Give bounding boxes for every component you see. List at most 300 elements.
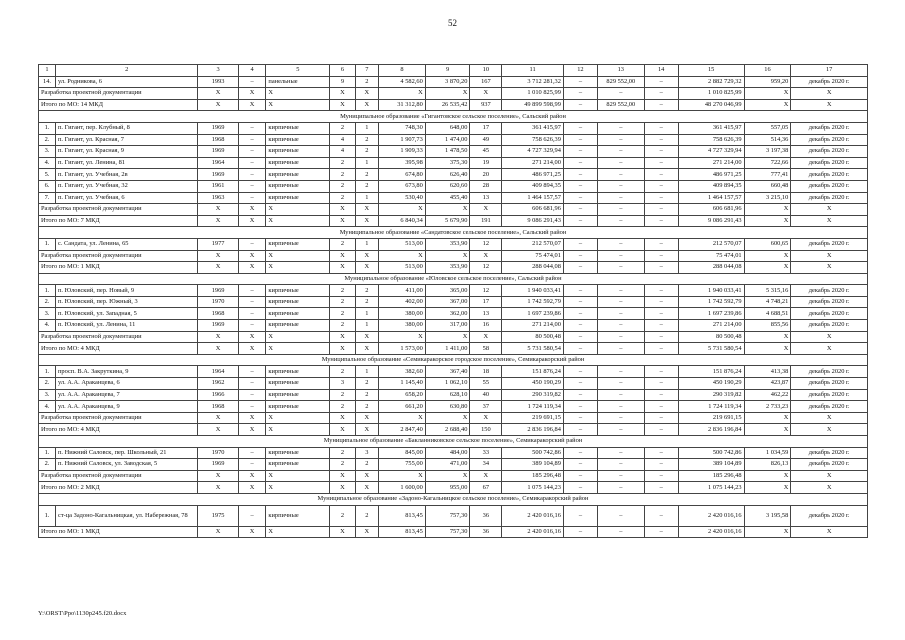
table-cell: п. Юловский, ул. Ленина, 11 [56, 320, 198, 332]
table-cell: 2 [330, 389, 356, 401]
table-cell: – [597, 180, 644, 192]
table-cell: 1 600,00 [379, 482, 426, 494]
table-cell: 1 [355, 238, 378, 250]
table-cell: п. Гигант, ул. Ленина, 81 [56, 157, 198, 169]
table-cell: 423,87 [744, 378, 791, 390]
building-row [39, 122, 868, 134]
table-cell: 1969 [198, 320, 238, 332]
table-cell: 2 420 016,16 [678, 526, 744, 538]
table-cell: 855,56 [744, 320, 791, 332]
table-cell: 1 411,00 [425, 343, 470, 355]
table-cell: – [563, 470, 597, 482]
table-cell: 31 312,80 [379, 99, 426, 111]
table-cell: X [791, 204, 868, 216]
table-cell: 4. [39, 320, 56, 332]
table-cell: X [425, 250, 470, 262]
table-cell: X [198, 204, 238, 216]
table-cell: X [330, 262, 356, 274]
table-cell: 80 500,48 [678, 331, 744, 343]
table-cell: декабрь 2020 г. [791, 238, 868, 250]
table-cell: X [791, 88, 868, 100]
building-row [39, 401, 868, 413]
building-row [39, 146, 868, 158]
table-cell: 1 075 144,23 [678, 482, 744, 494]
table-cell: – [238, 134, 266, 146]
table-cell: – [644, 459, 678, 471]
municipality-title: Муниципальное образование «Сандатовское сельское поселение», Сальский район [39, 227, 868, 239]
table-cell: 150 [470, 424, 502, 436]
file-path-footer: Y:\ORST\Ppo\1130p245.f20.docx [38, 610, 127, 617]
table-cell: – [597, 134, 644, 146]
total-label: Итого по МО: 2 МКД [39, 482, 198, 494]
table-cell: – [597, 238, 644, 250]
municipality-section-row [39, 273, 868, 285]
table-cell: – [597, 296, 644, 308]
column-number: 9 [425, 65, 470, 77]
table-cell: X [266, 412, 330, 424]
table-cell: 17 [470, 296, 502, 308]
table-cell: 1968 [198, 308, 238, 320]
table-cell: X [791, 482, 868, 494]
table-cell: 19 [470, 157, 502, 169]
table-cell: X [198, 262, 238, 274]
table-cell: 2 836 196,84 [502, 424, 564, 436]
table-cell: X [379, 204, 426, 216]
table-cell: 626,40 [425, 169, 470, 181]
column-number: 1 [39, 65, 56, 77]
table-cell: 462,22 [744, 389, 791, 401]
table-cell: – [563, 215, 597, 227]
table-cell: декабрь 2020 г. [791, 378, 868, 390]
table-cell: – [238, 389, 266, 401]
table-cell: – [563, 146, 597, 158]
table-cell: – [644, 343, 678, 355]
table-cell: – [644, 389, 678, 401]
table-cell: – [563, 204, 597, 216]
table-cell: 49 899 598,99 [502, 99, 564, 111]
table-cell: 1 [355, 122, 378, 134]
table-cell: 28 [470, 180, 502, 192]
municipality-title: Муниципальное образование «Задоно-Кагальницкое сельское поселение», Семикаракорский район [39, 493, 868, 505]
municipality-section-row [39, 493, 868, 505]
table-cell: X [198, 526, 238, 538]
design-docs-row [39, 250, 868, 262]
table-cell: 500 742,86 [678, 447, 744, 459]
table-cell: X [238, 412, 266, 424]
table-cell: X [238, 331, 266, 343]
table-cell: 1. [39, 122, 56, 134]
table-cell: – [563, 296, 597, 308]
table-cell: 185 296,48 [502, 470, 564, 482]
table-cell: X [425, 470, 470, 482]
column-number: 15 [678, 65, 744, 77]
table-cell: 382,60 [379, 366, 426, 378]
table-cell: – [644, 505, 678, 526]
table-cell: X [791, 343, 868, 355]
table-cell: – [563, 122, 597, 134]
table-cell: 513,00 [379, 262, 426, 274]
design-docs-row [39, 88, 868, 100]
table-cell: 1969 [198, 459, 238, 471]
table-cell: 648,00 [425, 122, 470, 134]
table-cell: 6. [39, 180, 56, 192]
building-row [39, 296, 868, 308]
table-cell: 450 190,29 [502, 378, 564, 390]
table-cell: 829 552,00 [597, 76, 644, 88]
municipality-total-row [39, 215, 868, 227]
table-cell: X [470, 331, 502, 343]
table-cell: 2 [355, 459, 378, 471]
table-cell: 2 [330, 296, 356, 308]
table-cell: 37 [470, 401, 502, 413]
table-cell: X [355, 343, 378, 355]
building-row [39, 192, 868, 204]
table-cell: X [330, 99, 356, 111]
table-cell: 1 478,50 [425, 146, 470, 158]
table-cell: 2 [330, 447, 356, 459]
table-cell: декабрь 2020 г. [791, 505, 868, 526]
table-cell: 48 270 046,99 [678, 99, 744, 111]
table-cell: 16 [470, 320, 502, 332]
table-cell: X [744, 482, 791, 494]
table-cell: X [198, 99, 238, 111]
table-cell: X [238, 204, 266, 216]
table-cell: – [597, 88, 644, 100]
table-cell: 1 697 239,86 [678, 308, 744, 320]
table-cell: 486 971,25 [678, 169, 744, 181]
column-number: 7 [355, 65, 378, 77]
table-cell: 2 733,23 [744, 401, 791, 413]
table-cell: – [644, 134, 678, 146]
table-cell: X [425, 204, 470, 216]
table-cell: – [563, 88, 597, 100]
table-cell: 167 [470, 76, 502, 88]
table-cell: 2 [330, 505, 356, 526]
table-cell: – [597, 192, 644, 204]
table-cell: 471,00 [425, 459, 470, 471]
table-cell: X [266, 526, 330, 538]
table-cell: – [238, 447, 266, 459]
design-docs-label: Разработка проектной документации [39, 204, 198, 216]
table-cell: с. Сандата, ул. Ленина, 65 [56, 238, 198, 250]
table-cell: декабрь 2020 г. [791, 122, 868, 134]
table-cell: 185 296,48 [678, 470, 744, 482]
table-cell: 75 474,01 [678, 250, 744, 262]
table-cell: 12 [470, 238, 502, 250]
table-cell: 2 [355, 296, 378, 308]
table-cell: X [198, 482, 238, 494]
table-cell: – [563, 447, 597, 459]
table-cell: X [744, 526, 791, 538]
table-cell: 606 681,96 [502, 204, 564, 216]
table-cell: – [597, 308, 644, 320]
total-label: Итого по МО: 1 МКД [39, 526, 198, 538]
table-cell: 4 727 329,94 [502, 146, 564, 158]
table-cell: – [597, 122, 644, 134]
table-cell: 514,36 [744, 134, 791, 146]
table-cell: X [330, 526, 356, 538]
table-cell: 2 420 016,16 [678, 505, 744, 526]
table-cell: X [744, 343, 791, 355]
table-cell: X [744, 331, 791, 343]
table-cell: кирпичные [266, 366, 330, 378]
table-cell: 389 104,89 [678, 459, 744, 471]
design-docs-row [39, 204, 868, 216]
table-cell: 413,38 [744, 366, 791, 378]
table-cell: X [238, 88, 266, 100]
column-number: 3 [198, 65, 238, 77]
table-cell: 2. [39, 134, 56, 146]
building-row [39, 180, 868, 192]
table-cell: – [644, 447, 678, 459]
table-cell: 1. [39, 366, 56, 378]
table-cell: – [238, 401, 266, 413]
table-cell: 757,30 [425, 526, 470, 538]
table-cell: 1 010 825,99 [502, 88, 564, 100]
design-docs-row [39, 331, 868, 343]
table-cell: X [355, 424, 378, 436]
table-cell: 4 [330, 146, 356, 158]
table-cell: – [644, 526, 678, 538]
table-cell: декабрь 2020 г. [791, 134, 868, 146]
table-cell: X [379, 250, 426, 262]
table-cell: – [238, 296, 266, 308]
table-cell: 12 [470, 285, 502, 297]
table-cell: 455,40 [425, 192, 470, 204]
table-cell: 1970 [198, 296, 238, 308]
header-row [39, 65, 868, 77]
table-cell: – [644, 285, 678, 297]
table-cell: X [330, 88, 356, 100]
table-cell: X [744, 99, 791, 111]
table-cell: 2 [330, 320, 356, 332]
table-cell: декабрь 2020 г. [791, 157, 868, 169]
table-cell: – [597, 331, 644, 343]
table-cell: 409 894,35 [678, 180, 744, 192]
table-cell: 7. [39, 192, 56, 204]
table-cell: просп. В.А. Закруткина, 9 [56, 366, 198, 378]
page-number: 52 [448, 18, 457, 28]
total-label: Итого по МО: 4 МКД [39, 424, 198, 436]
table-cell: – [563, 343, 597, 355]
table-cell: ст-ца Задоно-Кагальницкая, ул. Набережная, 78 [56, 505, 198, 526]
table-cell: 1. [39, 285, 56, 297]
table-cell: панельные [266, 76, 330, 88]
table-cell: декабрь 2020 г. [791, 320, 868, 332]
table-cell: кирпичные [266, 157, 330, 169]
table-cell: 826,13 [744, 459, 791, 471]
table-cell: X [744, 204, 791, 216]
table-cell: – [563, 331, 597, 343]
table-cell: 1 075 144,23 [502, 482, 564, 494]
table-cell: 661,20 [379, 401, 426, 413]
table-cell: X [198, 424, 238, 436]
table-cell: – [597, 526, 644, 538]
table-cell: кирпичные [266, 238, 330, 250]
table-cell: 45 [470, 146, 502, 158]
table-cell: – [238, 76, 266, 88]
table-cell: 17 [470, 122, 502, 134]
table-cell: X [330, 343, 356, 355]
table-cell: 20 [470, 169, 502, 181]
municipality-section-row [39, 436, 868, 448]
table-cell: X [238, 250, 266, 262]
table-cell: кирпичные [266, 447, 330, 459]
table-cell: 2 847,40 [379, 424, 426, 436]
table-cell: кирпичные [266, 389, 330, 401]
table-cell: 1961 [198, 180, 238, 192]
table-cell: X [425, 88, 470, 100]
table-cell: 219 691,15 [502, 412, 564, 424]
table-cell: 486 971,25 [502, 169, 564, 181]
table-cell: – [597, 343, 644, 355]
table-cell: 9 [330, 76, 356, 88]
table-cell: декабрь 2020 г. [791, 285, 868, 297]
table-cell: п. Гигант, пер. Клубный, 8 [56, 122, 198, 134]
table-cell: 845,00 [379, 447, 426, 459]
table-cell: 2. [39, 296, 56, 308]
table-cell: п. Юловский, пер. Новый, 9 [56, 285, 198, 297]
table-cell: кирпичные [266, 134, 330, 146]
column-number: 2 [56, 65, 198, 77]
table-cell: 1 464 157,57 [678, 192, 744, 204]
table-cell: 409 894,35 [502, 180, 564, 192]
table-cell: X [791, 412, 868, 424]
column-number: 5 [266, 65, 330, 77]
table-cell: 67 [470, 482, 502, 494]
table-cell: кирпичные [266, 192, 330, 204]
table-cell: 2 688,40 [425, 424, 470, 436]
table-cell: кирпичные [266, 459, 330, 471]
table-cell: ул. А.А. Араканцева, 6 [56, 378, 198, 390]
table-cell: – [644, 320, 678, 332]
table-cell: 1969 [198, 122, 238, 134]
table-cell: 411,00 [379, 285, 426, 297]
table-cell: 2. [39, 459, 56, 471]
table-cell: 151 876,24 [678, 366, 744, 378]
table-cell: 58 [470, 343, 502, 355]
table-cell: 1966 [198, 389, 238, 401]
table-cell: 2 [355, 169, 378, 181]
total-label: Итого по МО: 4 МКД [39, 343, 198, 355]
table-cell: 26 535,42 [425, 99, 470, 111]
table-cell: X [198, 88, 238, 100]
building-row [39, 157, 868, 169]
table-cell: – [563, 169, 597, 181]
table-cell: X [744, 262, 791, 274]
building-row [39, 238, 868, 250]
table-cell: – [644, 424, 678, 436]
table-cell: 2 [355, 180, 378, 192]
design-docs-row [39, 470, 868, 482]
table-cell: 40 [470, 389, 502, 401]
table-cell: 2 [355, 134, 378, 146]
table-cell: 2 [330, 157, 356, 169]
table-cell: 271 214,00 [678, 320, 744, 332]
total-label: Итого по МО: 1 МКД [39, 262, 198, 274]
table-cell: 2 [330, 122, 356, 134]
table-cell: X [791, 99, 868, 111]
table-cell: 3. [39, 146, 56, 158]
table-cell: 3 215,10 [744, 192, 791, 204]
table-cell: 937 [470, 99, 502, 111]
table-cell: 755,00 [379, 459, 426, 471]
building-row [39, 76, 868, 88]
building-row [39, 366, 868, 378]
table-cell: 75 474,01 [502, 250, 564, 262]
table-cell: 151 876,24 [502, 366, 564, 378]
table-cell: 2 [355, 146, 378, 158]
housing-repair-table [38, 64, 868, 538]
table-cell: декабрь 2020 г. [791, 192, 868, 204]
table-cell: 557,05 [744, 122, 791, 134]
table-cell: – [563, 482, 597, 494]
table-cell: – [644, 378, 678, 390]
municipality-section-row [39, 111, 868, 123]
table-cell: X [791, 470, 868, 482]
building-row [39, 308, 868, 320]
table-cell: X [266, 470, 330, 482]
table-cell: – [563, 424, 597, 436]
municipality-title: Муниципальное образование «Гигантовское сельское поселение», Сальский район [39, 111, 868, 123]
municipality-total-row [39, 526, 868, 538]
table-cell: 3 870,20 [425, 76, 470, 88]
table-cell: 3 [330, 378, 356, 390]
table-cell: – [644, 412, 678, 424]
building-row [39, 389, 868, 401]
table-cell: – [597, 215, 644, 227]
table-cell: 219 691,15 [678, 412, 744, 424]
building-row [39, 134, 868, 146]
table-cell: декабрь 2020 г. [791, 459, 868, 471]
table-cell: 1969 [198, 285, 238, 297]
table-cell: 5 679,90 [425, 215, 470, 227]
table-cell: 353,90 [425, 262, 470, 274]
table-cell: – [238, 285, 266, 297]
table-cell: – [644, 157, 678, 169]
municipality-title: Муниципальное образование «Бакланниковское сельское поселение», Семикаракорский район [39, 436, 868, 448]
table-cell: 2 [330, 459, 356, 471]
table-cell: ул. А.А. Араканцева, 9 [56, 401, 198, 413]
table-cell: X [355, 99, 378, 111]
table-cell: 2 [355, 378, 378, 390]
table-cell: 1. [39, 447, 56, 459]
table-cell: 1970 [198, 447, 238, 459]
table-cell: 3. [39, 308, 56, 320]
table-cell: 2 [330, 366, 356, 378]
table-cell: п. Гигант, ул. Учебная, 2в [56, 169, 198, 181]
table-cell: – [238, 169, 266, 181]
table-cell: – [644, 482, 678, 494]
table-cell: – [644, 169, 678, 181]
design-docs-label: Разработка проектной документации [39, 331, 198, 343]
table-cell: – [563, 180, 597, 192]
design-docs-label: Разработка проектной документации [39, 250, 198, 262]
table-cell: X [470, 250, 502, 262]
table-cell: 288 044,08 [502, 262, 564, 274]
table-cell: – [597, 459, 644, 471]
table-cell: – [644, 204, 678, 216]
table-cell: – [563, 308, 597, 320]
table-cell: – [563, 134, 597, 146]
building-row [39, 447, 868, 459]
building-row [39, 169, 868, 181]
table-cell: 361 415,97 [502, 122, 564, 134]
table-cell: – [238, 122, 266, 134]
municipality-total-row [39, 99, 868, 111]
table-cell: – [644, 470, 678, 482]
column-number: 16 [744, 65, 791, 77]
